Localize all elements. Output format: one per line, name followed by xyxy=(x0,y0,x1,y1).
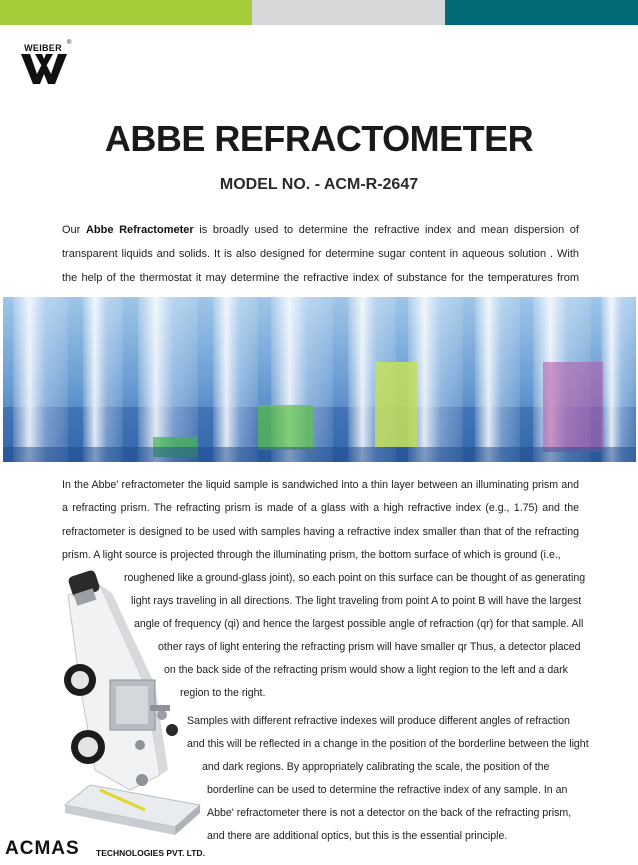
body-paragraph-1: In the Abbe' refractometer the liquid sample is sandwiched into a thin layer between an illuminating prism and a refracting prism. The refracting prism is made of a glass with a high refractive index (e.g., 1.75) and the refractometer is designed to be used with samples having a refractive index smaller than that of the refracting prism. A light source is projected through the illuminating prism, the bottom surface of which is ground (i.e., xyxy=(62,479,579,562)
weiber-logo xyxy=(17,40,77,86)
test-tubes-photo xyxy=(3,297,636,462)
top-color-bar xyxy=(0,0,638,25)
body-line-4: other rays of light entering the refracting prism will have smaller qr Thus, a detector placed xyxy=(158,641,581,653)
body-line-2: light rays traveling in all directions. The light traveling from point A to point B will have the largest xyxy=(131,595,582,607)
body-line-1: roughened like a ground-glass joint), so each point on this surface can be thought of as generating xyxy=(124,572,586,584)
refractometer-instrument-image xyxy=(50,565,210,840)
bar-grey xyxy=(252,0,445,25)
model-number: MODEL NO. - ACM-R-2647 xyxy=(219,176,419,193)
registered-mark: ® xyxy=(67,40,72,46)
acmas-name: ACMAS xyxy=(5,838,80,859)
body-line-12: and there are additional optics, but this is the essential principle. xyxy=(207,830,508,842)
body-line-8: and this will be reflected in a change in the position of the borderline between the light xyxy=(187,738,589,750)
page-title: ABBE REFRACTOMETER xyxy=(104,118,534,159)
intro-bold: Abbe Refractometer xyxy=(85,224,194,236)
body-line-3: angle of frequency (qi) and hence the largest possible angle of refraction (qr) for that sample. All xyxy=(134,618,584,630)
acmas-subtitle: TECHNOLOGIES PVT. LTD. xyxy=(96,848,205,858)
body-line-9: and dark regions. By appropriately calibrating the scale, the position of the xyxy=(202,761,550,773)
weiber-w-logo-icon xyxy=(21,54,67,84)
intro-rest: is broadly used to determine the refractive index and mean dispersion of transparent liquids and solids. It is also designed for determine sugar content in aqueous solution . With the help of the thermostat it may determine the refractive index of substance for the temperatures from xyxy=(62,224,579,284)
logo-text: WEIBER xyxy=(24,43,62,53)
body-line-7: Samples with different refractive indexes will produce different angles of refraction xyxy=(187,715,570,727)
test-tubes-illustration xyxy=(3,297,636,462)
body-line-5: on the back side of the refracting prism would show a light region to the left and a dark xyxy=(164,664,568,676)
bar-teal xyxy=(445,0,638,25)
body-line-11: Abbe' refractometer there is not a detector on the back of the refracting prism, xyxy=(207,807,572,819)
bar-green xyxy=(0,0,252,25)
intro-lead: Our xyxy=(62,224,86,236)
body-line-10: borderline can be used to determine the refractive index of any sample. In an xyxy=(207,784,568,796)
body-line-6: region to the right. xyxy=(180,687,266,699)
